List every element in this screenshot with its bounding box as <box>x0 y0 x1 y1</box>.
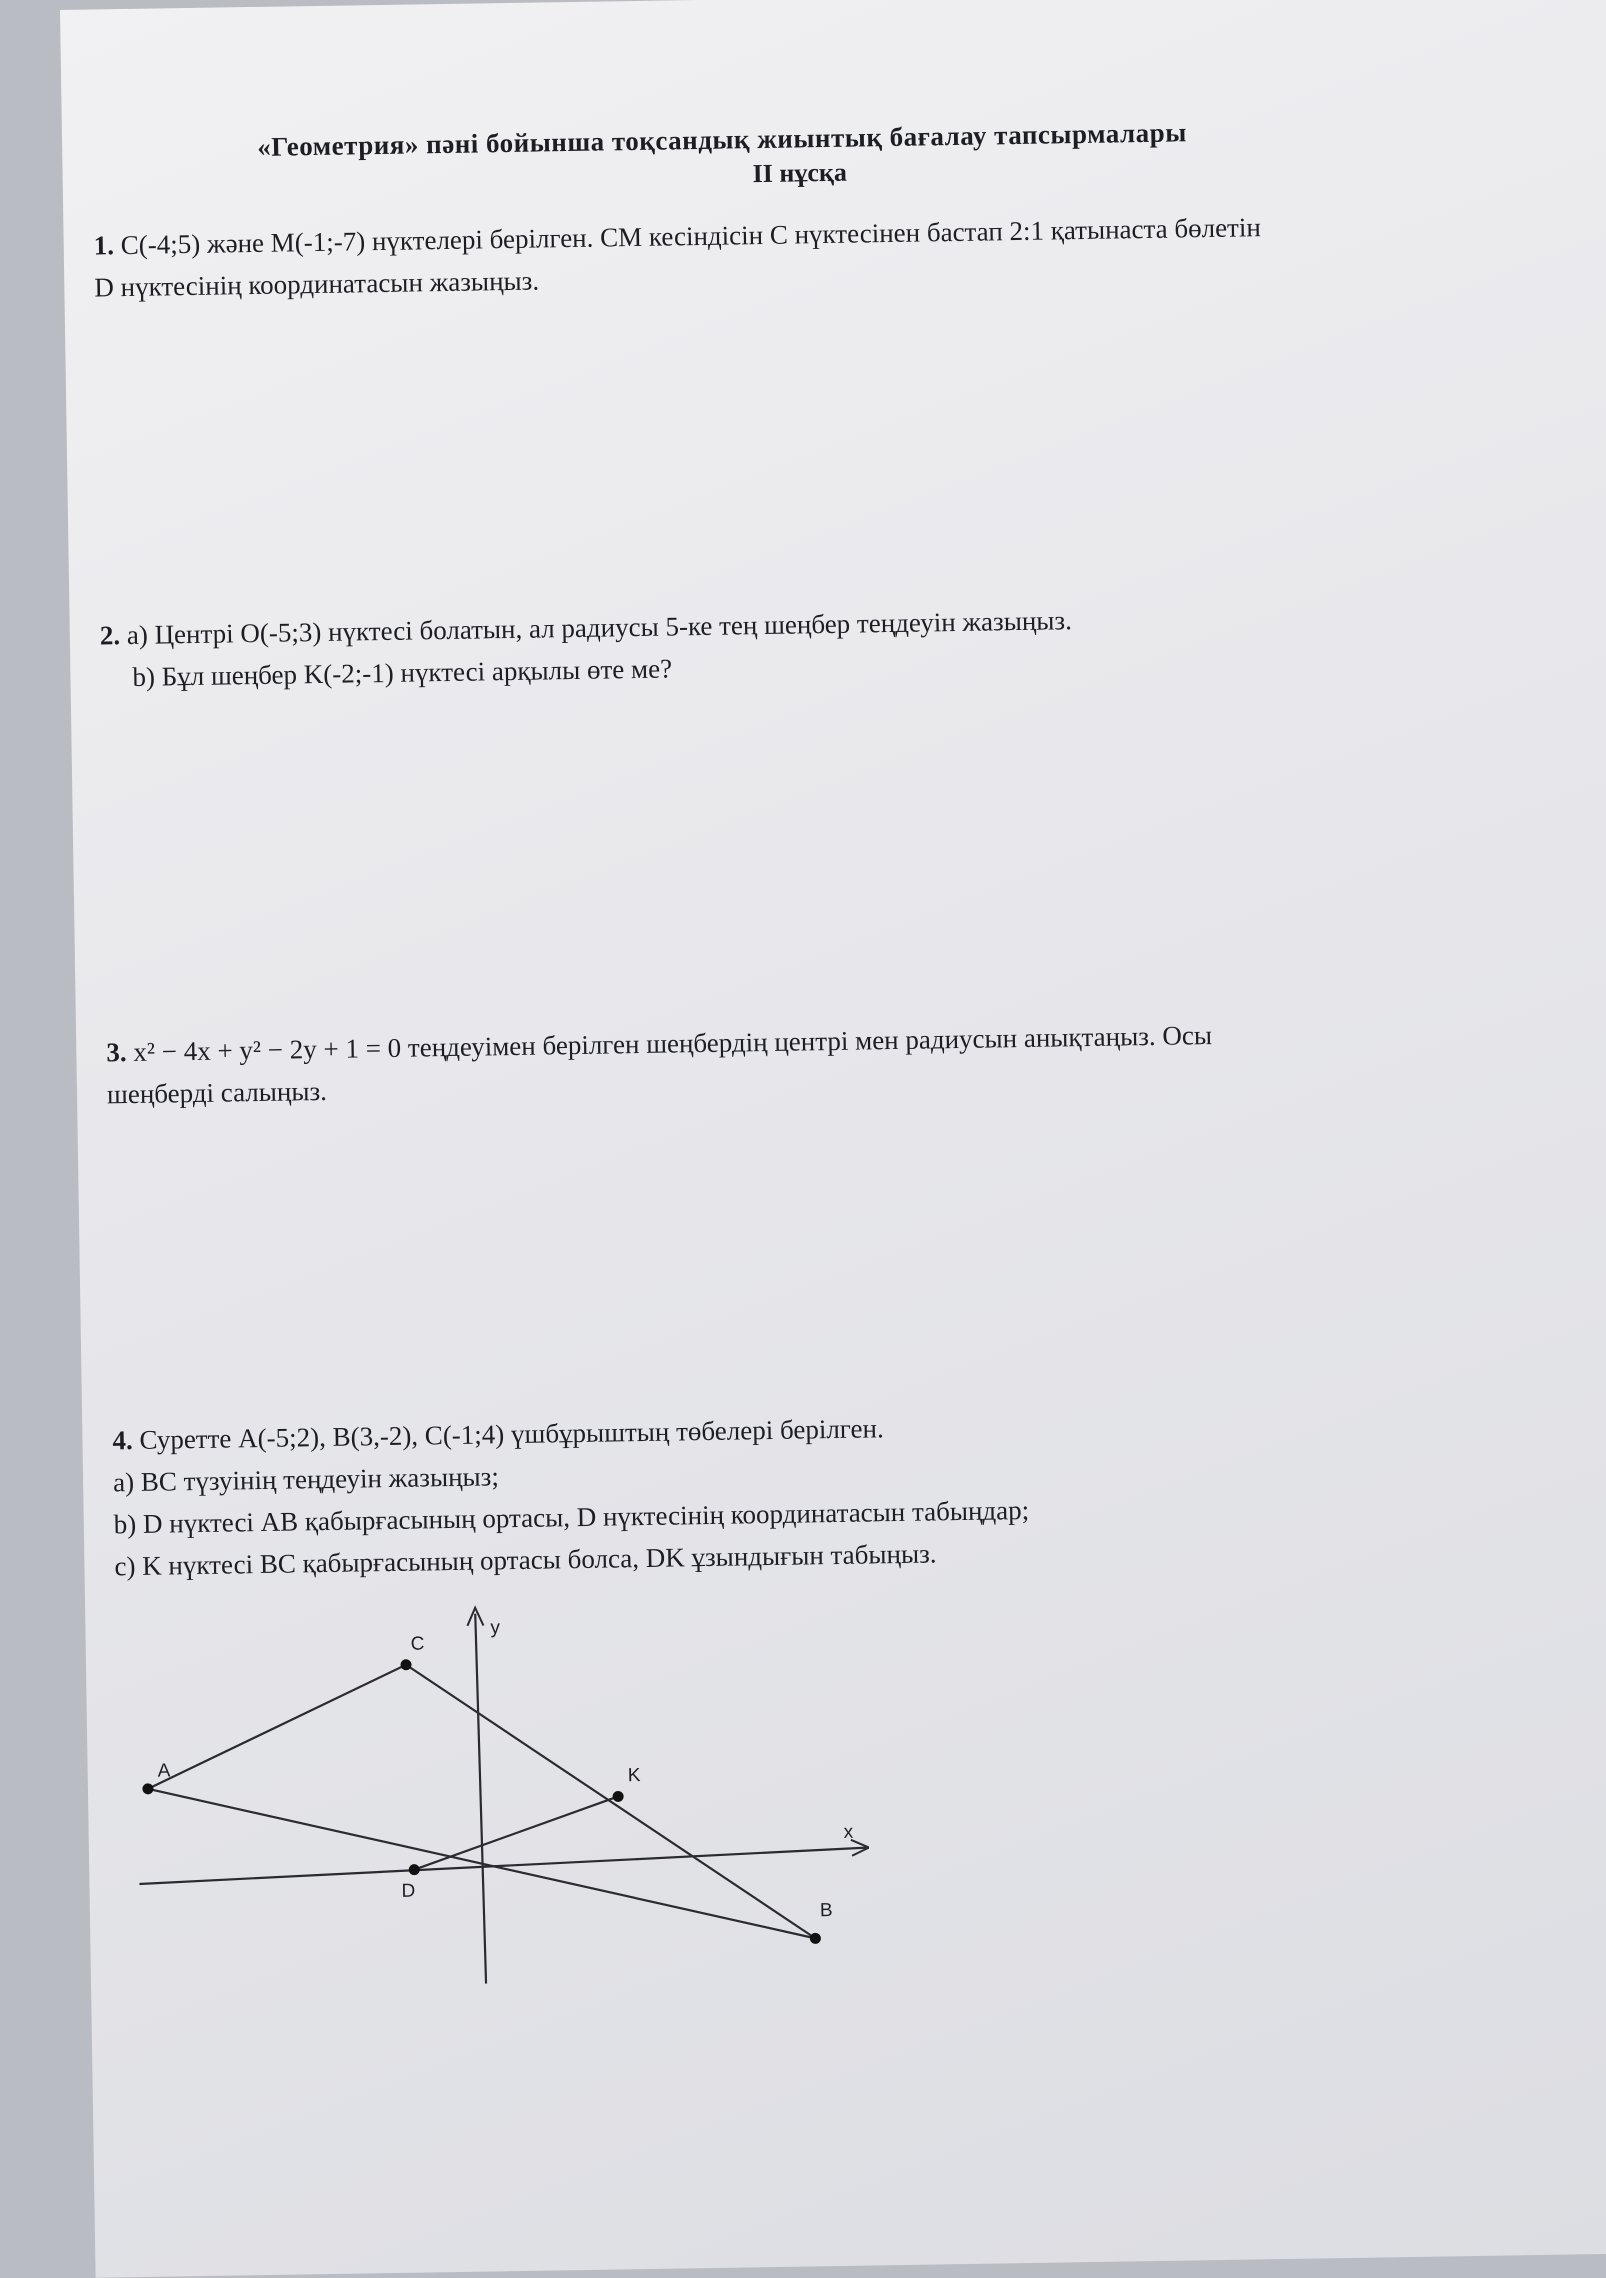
question-4 <box>112 1397 1544 1587</box>
label-c: C <box>410 1633 425 1655</box>
label-d: D <box>401 1880 416 1902</box>
point-a <box>142 1783 153 1794</box>
question-4-part-b: b) D нүктесі AB қабырғасының ортасы, D нүктесінің координатасын табыңдар; <box>113 1494 1030 1540</box>
point-d <box>409 1864 420 1875</box>
worksheet-page <box>60 0 1606 2278</box>
question-2-number: 2. <box>99 620 121 651</box>
question-1-text-line1: C(-4;5) және M(-1;-7) нүктелері берілген. CM кесіндісін C нүктесінен бастап 2:1 қатынаста бөлетін <box>120 212 1262 261</box>
question-3-number: 3. <box>106 1037 127 1068</box>
x-axis <box>139 1848 869 1884</box>
label-a: A <box>157 1760 171 1782</box>
question-2 <box>99 592 1530 698</box>
side-ac <box>146 1665 408 1789</box>
label-b: B <box>819 1900 833 1922</box>
question-4-part-c: c) K нүктесі BC қабырғасының ортасы болса, DK ұзындығын табыңыз. <box>114 1538 937 1582</box>
question-4-intro: Суретте A(-5;2), B(3,-2), C(-1;4) үшбұрыштың төбелері берілген. <box>139 1413 884 1455</box>
question-1-text-line2: D нүктесінің координатасын жазыңыз. <box>94 265 540 303</box>
question-4-part-a: a) BC түзуінің теңдеуін жазыңыз; <box>112 1461 500 1498</box>
question-2-part-b: b) Бұл шеңбер K(-2;-1) нүктесі арқылы өте ме? <box>132 653 673 692</box>
question-2-part-a: a) Центрі O(-5;3) нүктесі болатын, ал радиусы 5-ке тең шеңбер теңдеуін жазыңыз. <box>126 605 1073 651</box>
question-3-text-line1: x² − 4x + y² − 2y + 1 = 0 теңдеуімен берілген шеңбердің центрі мен радиусын анықтаңыз. Осы <box>133 1020 1213 1067</box>
label-x-axis: x <box>843 1821 854 1843</box>
point-k <box>613 1791 624 1802</box>
question-4-number: 4. <box>112 1425 133 1456</box>
triangle-diagram <box>105 1598 872 2030</box>
segment-dk <box>413 1796 619 1869</box>
side-cb <box>406 1658 815 1944</box>
question-1 <box>93 202 1524 308</box>
question-3-text-line2: шеңберді салыңыз. <box>106 1075 328 1110</box>
y-axis <box>475 1614 486 1984</box>
question-1-number: 1. <box>93 230 115 261</box>
label-k: K <box>627 1765 641 1787</box>
worksheet-title: «Геометрия» пәні бойынша тоқсандық жиынтық бағалау тапсырмалары <box>256 117 1187 162</box>
triangle-figure <box>105 1598 872 2035</box>
question-3 <box>106 1009 1537 1115</box>
label-y-axis: y <box>490 1617 501 1639</box>
variant-label: II нұсқа <box>752 157 848 189</box>
